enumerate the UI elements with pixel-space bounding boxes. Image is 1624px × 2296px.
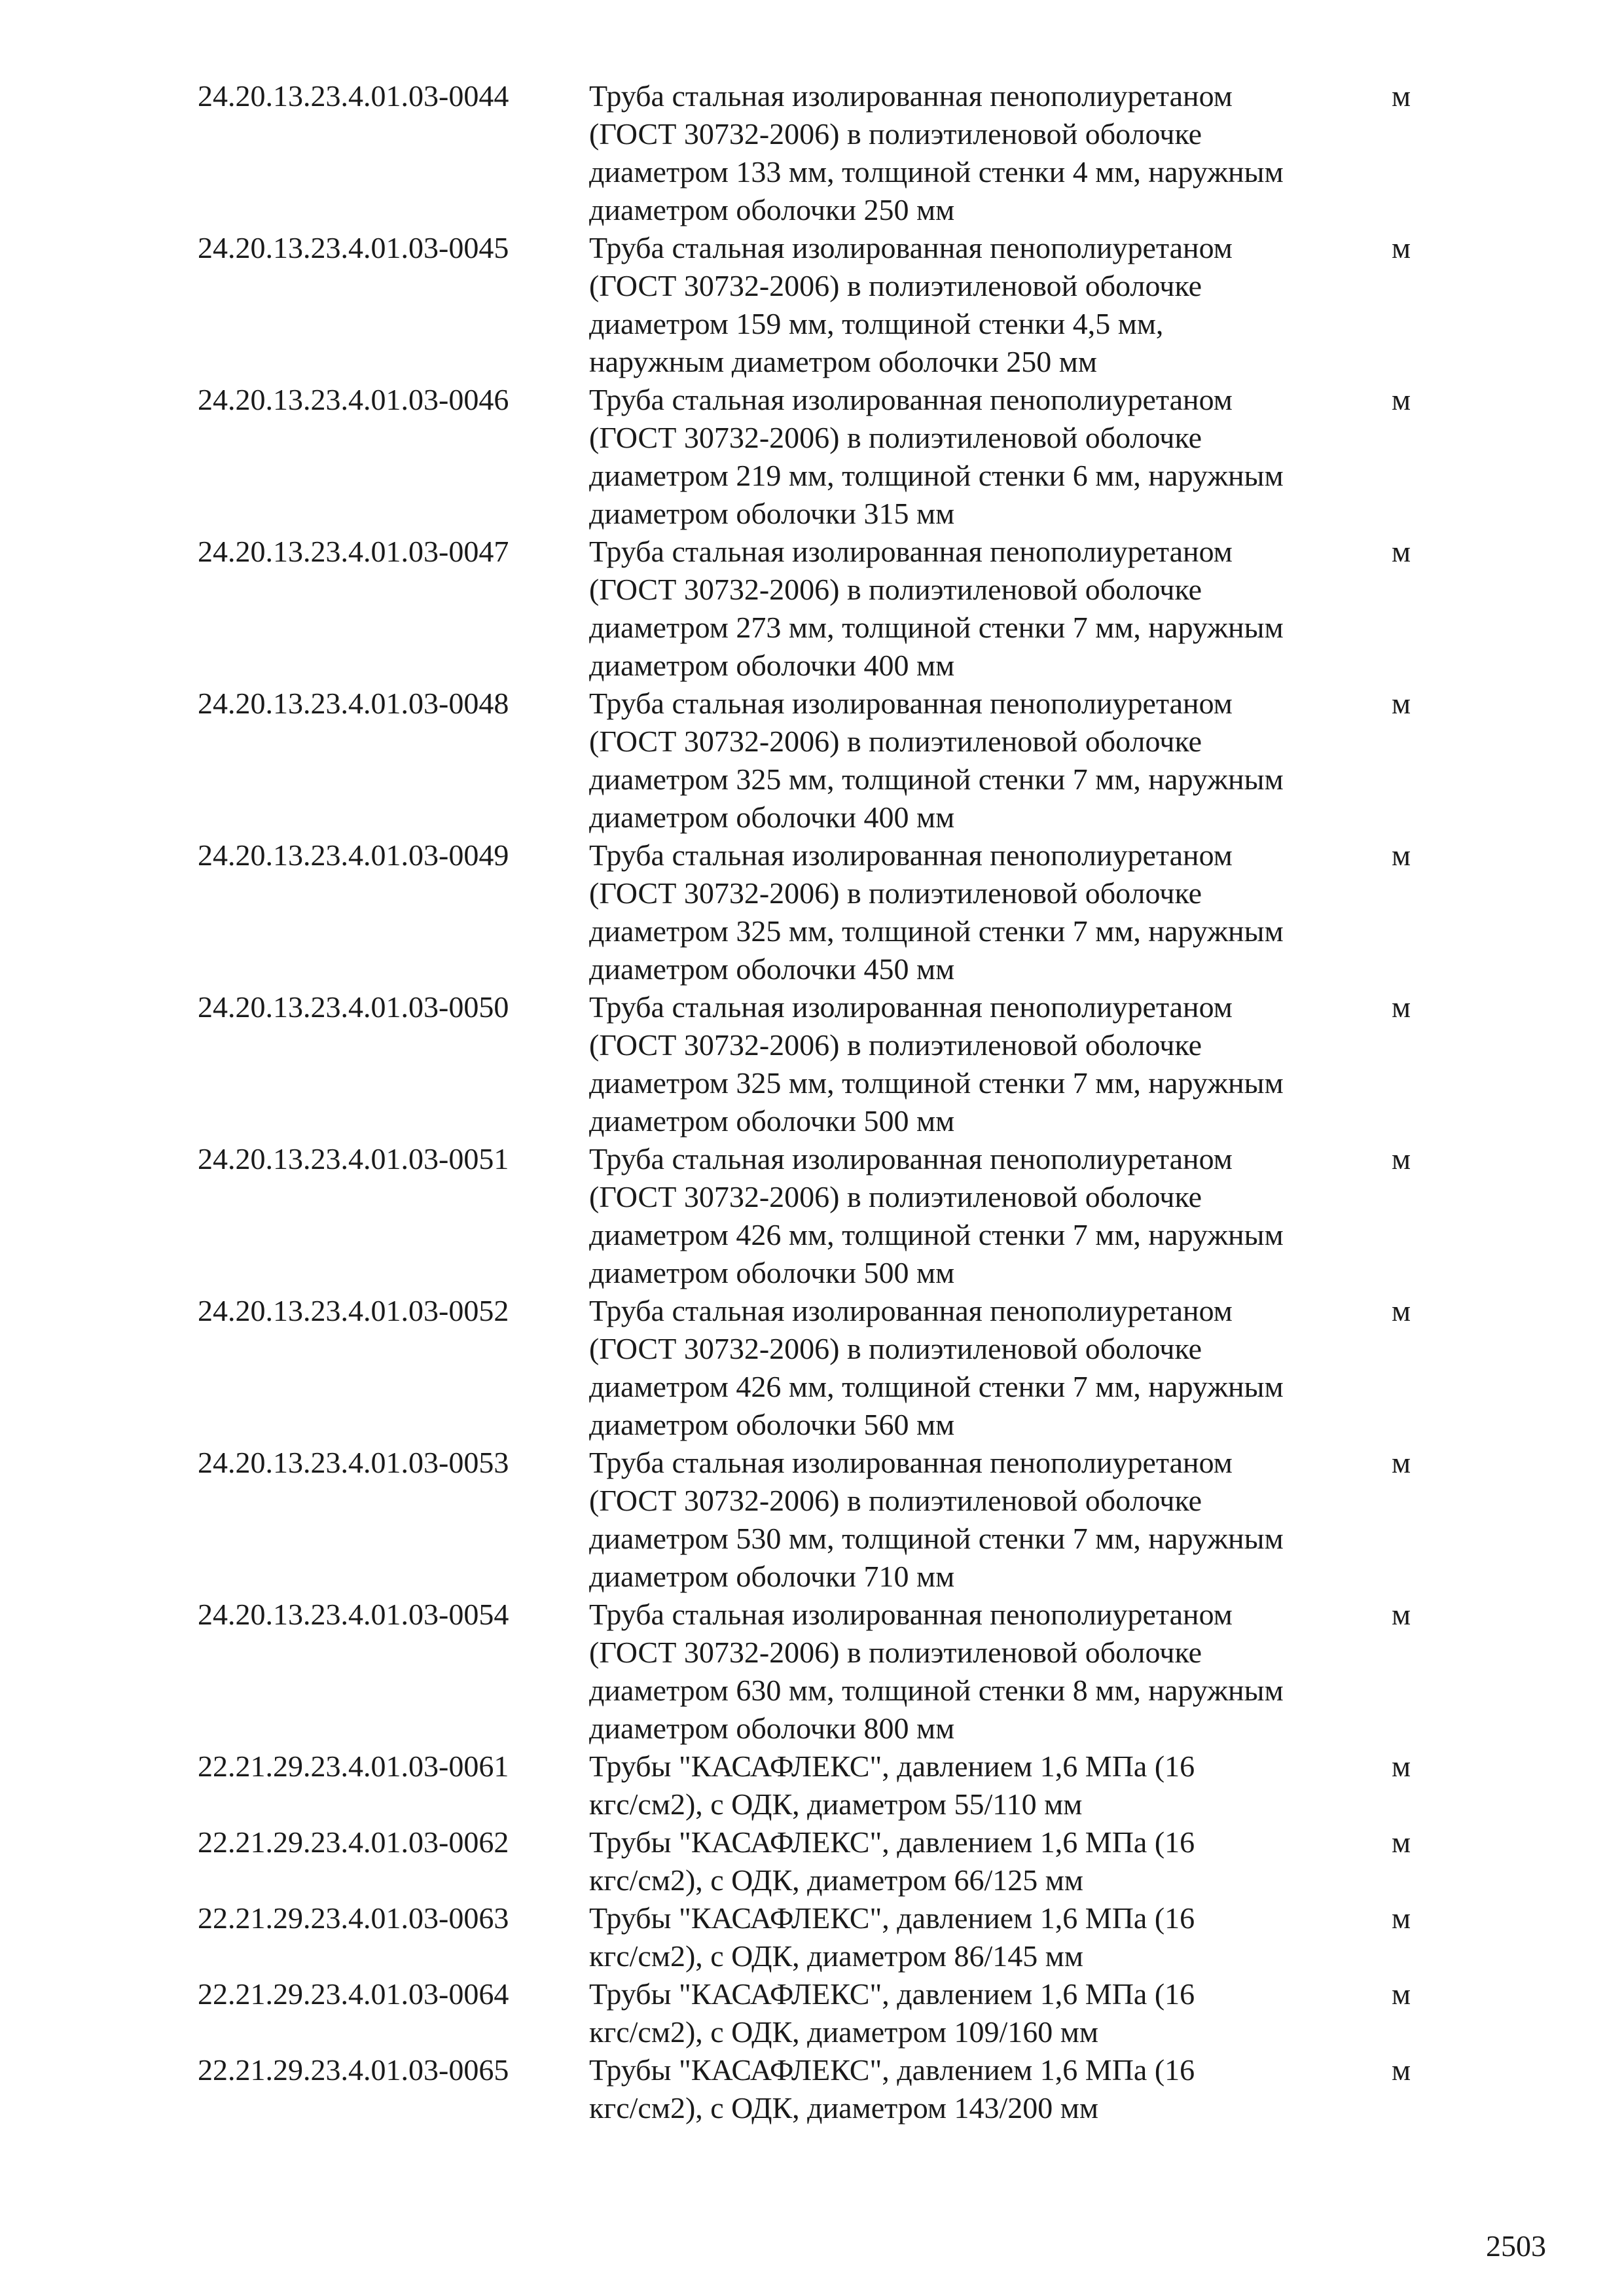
item-unit: м: [1392, 687, 1411, 720]
item-unit: м: [1392, 990, 1411, 1024]
table-row: [198, 1596, 1454, 1748]
description-line: диаметром 426 мм, толщиной стенки 7 мм, наружным: [589, 1370, 1284, 1403]
table-row: [198, 836, 1454, 988]
item-unit: м: [1392, 1977, 1411, 2011]
item-description: [589, 1899, 1375, 1975]
item-description: [589, 229, 1375, 381]
description-line: (ГОСТ 30732-2006) в полиэтиленовой оболочке: [589, 1180, 1202, 1213]
item-unit: м: [1392, 79, 1411, 113]
description-line: диаметром 426 мм, толщиной стенки 7 мм, наружным: [589, 1218, 1284, 1251]
item-description: [589, 1140, 1375, 1292]
item-unit: м: [1392, 838, 1411, 872]
item-description: [589, 533, 1375, 685]
table-row: [198, 1140, 1454, 1292]
description-line: диаметром оболочки 710 мм: [589, 1560, 955, 1593]
table-row: [198, 533, 1454, 685]
item-description: [589, 836, 1375, 988]
description-line: диаметром 159 мм, толщиной стенки 4,5 мм,: [589, 307, 1164, 340]
description-line: Труба стальная изолированная пенополиуретаном: [589, 231, 1233, 264]
description-line: Трубы "КАСАФЛЕКС", давлением 1,6 МПа (16: [589, 1901, 1195, 1935]
description-line: Трубы "КАСАФЛЕКС", давлением 1,6 МПа (16: [589, 1825, 1195, 1859]
description-line: Труба стальная изолированная пенополиуретаном: [589, 1294, 1233, 1327]
description-line: диаметром оболочки 500 мм: [589, 1256, 955, 1289]
description-line: диаметром 219 мм, толщиной стенки 6 мм, наружным: [589, 459, 1284, 492]
table-row: [198, 1899, 1454, 1975]
item-description: [589, 1444, 1375, 1596]
item-unit: м: [1392, 1446, 1411, 1479]
item-unit: м: [1392, 1598, 1411, 1631]
table-row: [198, 685, 1454, 836]
table-row: [198, 229, 1454, 381]
description-line: диаметром оболочки 500 мм: [589, 1104, 955, 1138]
item-code: 24.20.13.23.4.01.03-0047: [198, 535, 509, 568]
item-description: [589, 1292, 1375, 1444]
table-row: [198, 77, 1454, 229]
item-code: 24.20.13.23.4.01.03-0051: [198, 1142, 509, 1175]
description-line: диаметром оболочки 315 мм: [589, 497, 955, 530]
description-line: Труба стальная изолированная пенополиуретаном: [589, 383, 1233, 416]
description-line: Труба стальная изолированная пенополиуретаном: [589, 990, 1233, 1024]
item-description: [589, 2051, 1375, 2127]
description-line: кгс/см2), с ОДК, диаметром 55/110 мм: [589, 1787, 1083, 1821]
table-row: [198, 1975, 1454, 2051]
item-code: 24.20.13.23.4.01.03-0050: [198, 990, 509, 1024]
description-line: кгс/см2), с ОДК, диаметром 66/125 мм: [589, 1863, 1084, 1897]
description-line: Труба стальная изолированная пенополиуретаном: [589, 1598, 1233, 1631]
item-unit: м: [1392, 1901, 1411, 1935]
description-line: (ГОСТ 30732-2006) в полиэтиленовой оболочке: [589, 876, 1202, 910]
description-line: диаметром 325 мм, толщиной стенки 7 мм, наружным: [589, 914, 1284, 948]
item-description: [589, 685, 1375, 836]
item-unit: м: [1392, 1825, 1411, 1859]
description-line: Трубы "КАСАФЛЕКС", давлением 1,6 МПа (16: [589, 1749, 1195, 1783]
description-line: (ГОСТ 30732-2006) в полиэтиленовой оболочке: [589, 1636, 1202, 1669]
description-line: диаметром оболочки 250 мм: [589, 193, 955, 226]
description-line: диаметром оболочки 400 мм: [589, 800, 955, 834]
item-description: [589, 1975, 1375, 2051]
item-description: [589, 1596, 1375, 1748]
item-code: 24.20.13.23.4.01.03-0054: [198, 1598, 509, 1631]
table-row: [198, 2051, 1454, 2127]
item-code: 24.20.13.23.4.01.03-0049: [198, 838, 509, 872]
description-line: кгс/см2), с ОДК, диаметром 109/160 мм: [589, 2015, 1099, 2049]
item-code: 22.21.29.23.4.01.03-0062: [198, 1825, 509, 1859]
description-line: диаметром оболочки 800 мм: [589, 1712, 955, 1745]
description-line: диаметром оболочки 400 мм: [589, 649, 955, 682]
description-line: Труба стальная изолированная пенополиуретаном: [589, 535, 1233, 568]
description-line: кгс/см2), с ОДК, диаметром 143/200 мм: [589, 2091, 1099, 2125]
item-unit: м: [1392, 1142, 1411, 1175]
table-row: [198, 1823, 1454, 1899]
table-row: [198, 1444, 1454, 1596]
description-line: Труба стальная изолированная пенополиуретаном: [589, 838, 1233, 872]
item-code: 22.21.29.23.4.01.03-0065: [198, 2053, 509, 2087]
description-line: Труба стальная изолированная пенополиуретаном: [589, 1446, 1233, 1479]
item-code: 22.21.29.23.4.01.03-0064: [198, 1977, 509, 2011]
item-description: [589, 77, 1375, 229]
description-line: диаметром 325 мм, толщиной стенки 7 мм, наружным: [589, 762, 1284, 796]
description-line: диаметром оболочки 450 мм: [589, 952, 955, 986]
page-number: 2503: [1486, 2229, 1546, 2263]
item-unit: м: [1392, 535, 1411, 568]
item-unit: м: [1392, 1749, 1411, 1783]
description-line: наружным диаметром оболочки 250 мм: [589, 345, 1097, 378]
item-description: [589, 381, 1375, 533]
description-line: Трубы "КАСАФЛЕКС", давлением 1,6 МПа (16: [589, 2053, 1195, 2087]
item-description: [589, 1823, 1375, 1899]
item-code: 24.20.13.23.4.01.03-0048: [198, 687, 509, 720]
description-line: (ГОСТ 30732-2006) в полиэтиленовой оболочке: [589, 1484, 1202, 1517]
description-line: Трубы "КАСАФЛЕКС", давлением 1,6 МПа (16: [589, 1977, 1195, 2011]
description-line: (ГОСТ 30732-2006) в полиэтиленовой оболочке: [589, 573, 1202, 606]
item-code: 24.20.13.23.4.01.03-0053: [198, 1446, 509, 1479]
item-unit: м: [1392, 2053, 1411, 2087]
item-code: 24.20.13.23.4.01.03-0044: [198, 79, 509, 113]
item-code: 22.21.29.23.4.01.03-0061: [198, 1749, 509, 1783]
description-line: (ГОСТ 30732-2006) в полиэтиленовой оболочке: [589, 269, 1202, 302]
catalog-table: [198, 77, 1454, 2127]
item-unit: м: [1392, 1294, 1411, 1327]
table-row: [198, 1748, 1454, 1823]
item-description: [589, 988, 1375, 1140]
table-row: [198, 1292, 1454, 1444]
description-line: (ГОСТ 30732-2006) в полиэтиленовой оболочке: [589, 725, 1202, 758]
item-unit: м: [1392, 383, 1411, 416]
item-description: [589, 1748, 1375, 1823]
description-line: Труба стальная изолированная пенополиуретаном: [589, 79, 1233, 113]
item-code: 24.20.13.23.4.01.03-0045: [198, 231, 509, 264]
description-line: диаметром 273 мм, толщиной стенки 7 мм, наружным: [589, 611, 1284, 644]
description-line: Труба стальная изолированная пенополиуретаном: [589, 1142, 1233, 1175]
description-line: кгс/см2), с ОДК, диаметром 86/145 мм: [589, 1939, 1084, 1973]
description-line: диаметром оболочки 560 мм: [589, 1408, 955, 1441]
description-line: диаметром 530 мм, толщиной стенки 7 мм, наружным: [589, 1522, 1284, 1555]
item-code: 24.20.13.23.4.01.03-0052: [198, 1294, 509, 1327]
item-code: 22.21.29.23.4.01.03-0063: [198, 1901, 509, 1935]
description-line: диаметром 325 мм, толщиной стенки 7 мм, наружным: [589, 1066, 1284, 1100]
item-unit: м: [1392, 231, 1411, 264]
description-line: (ГОСТ 30732-2006) в полиэтиленовой оболочке: [589, 1028, 1202, 1062]
description-line: (ГОСТ 30732-2006) в полиэтиленовой оболочке: [589, 1332, 1202, 1365]
description-line: диаметром 630 мм, толщиной стенки 8 мм, наружным: [589, 1674, 1284, 1707]
table-row: [198, 381, 1454, 533]
description-line: (ГОСТ 30732-2006) в полиэтиленовой оболочке: [589, 421, 1202, 454]
table-row: [198, 988, 1454, 1140]
description-line: (ГОСТ 30732-2006) в полиэтиленовой оболочке: [589, 117, 1202, 151]
item-code: 24.20.13.23.4.01.03-0046: [198, 383, 509, 416]
description-line: диаметром 133 мм, толщиной стенки 4 мм, наружным: [589, 155, 1284, 188]
description-line: Труба стальная изолированная пенополиуретаном: [589, 687, 1233, 720]
